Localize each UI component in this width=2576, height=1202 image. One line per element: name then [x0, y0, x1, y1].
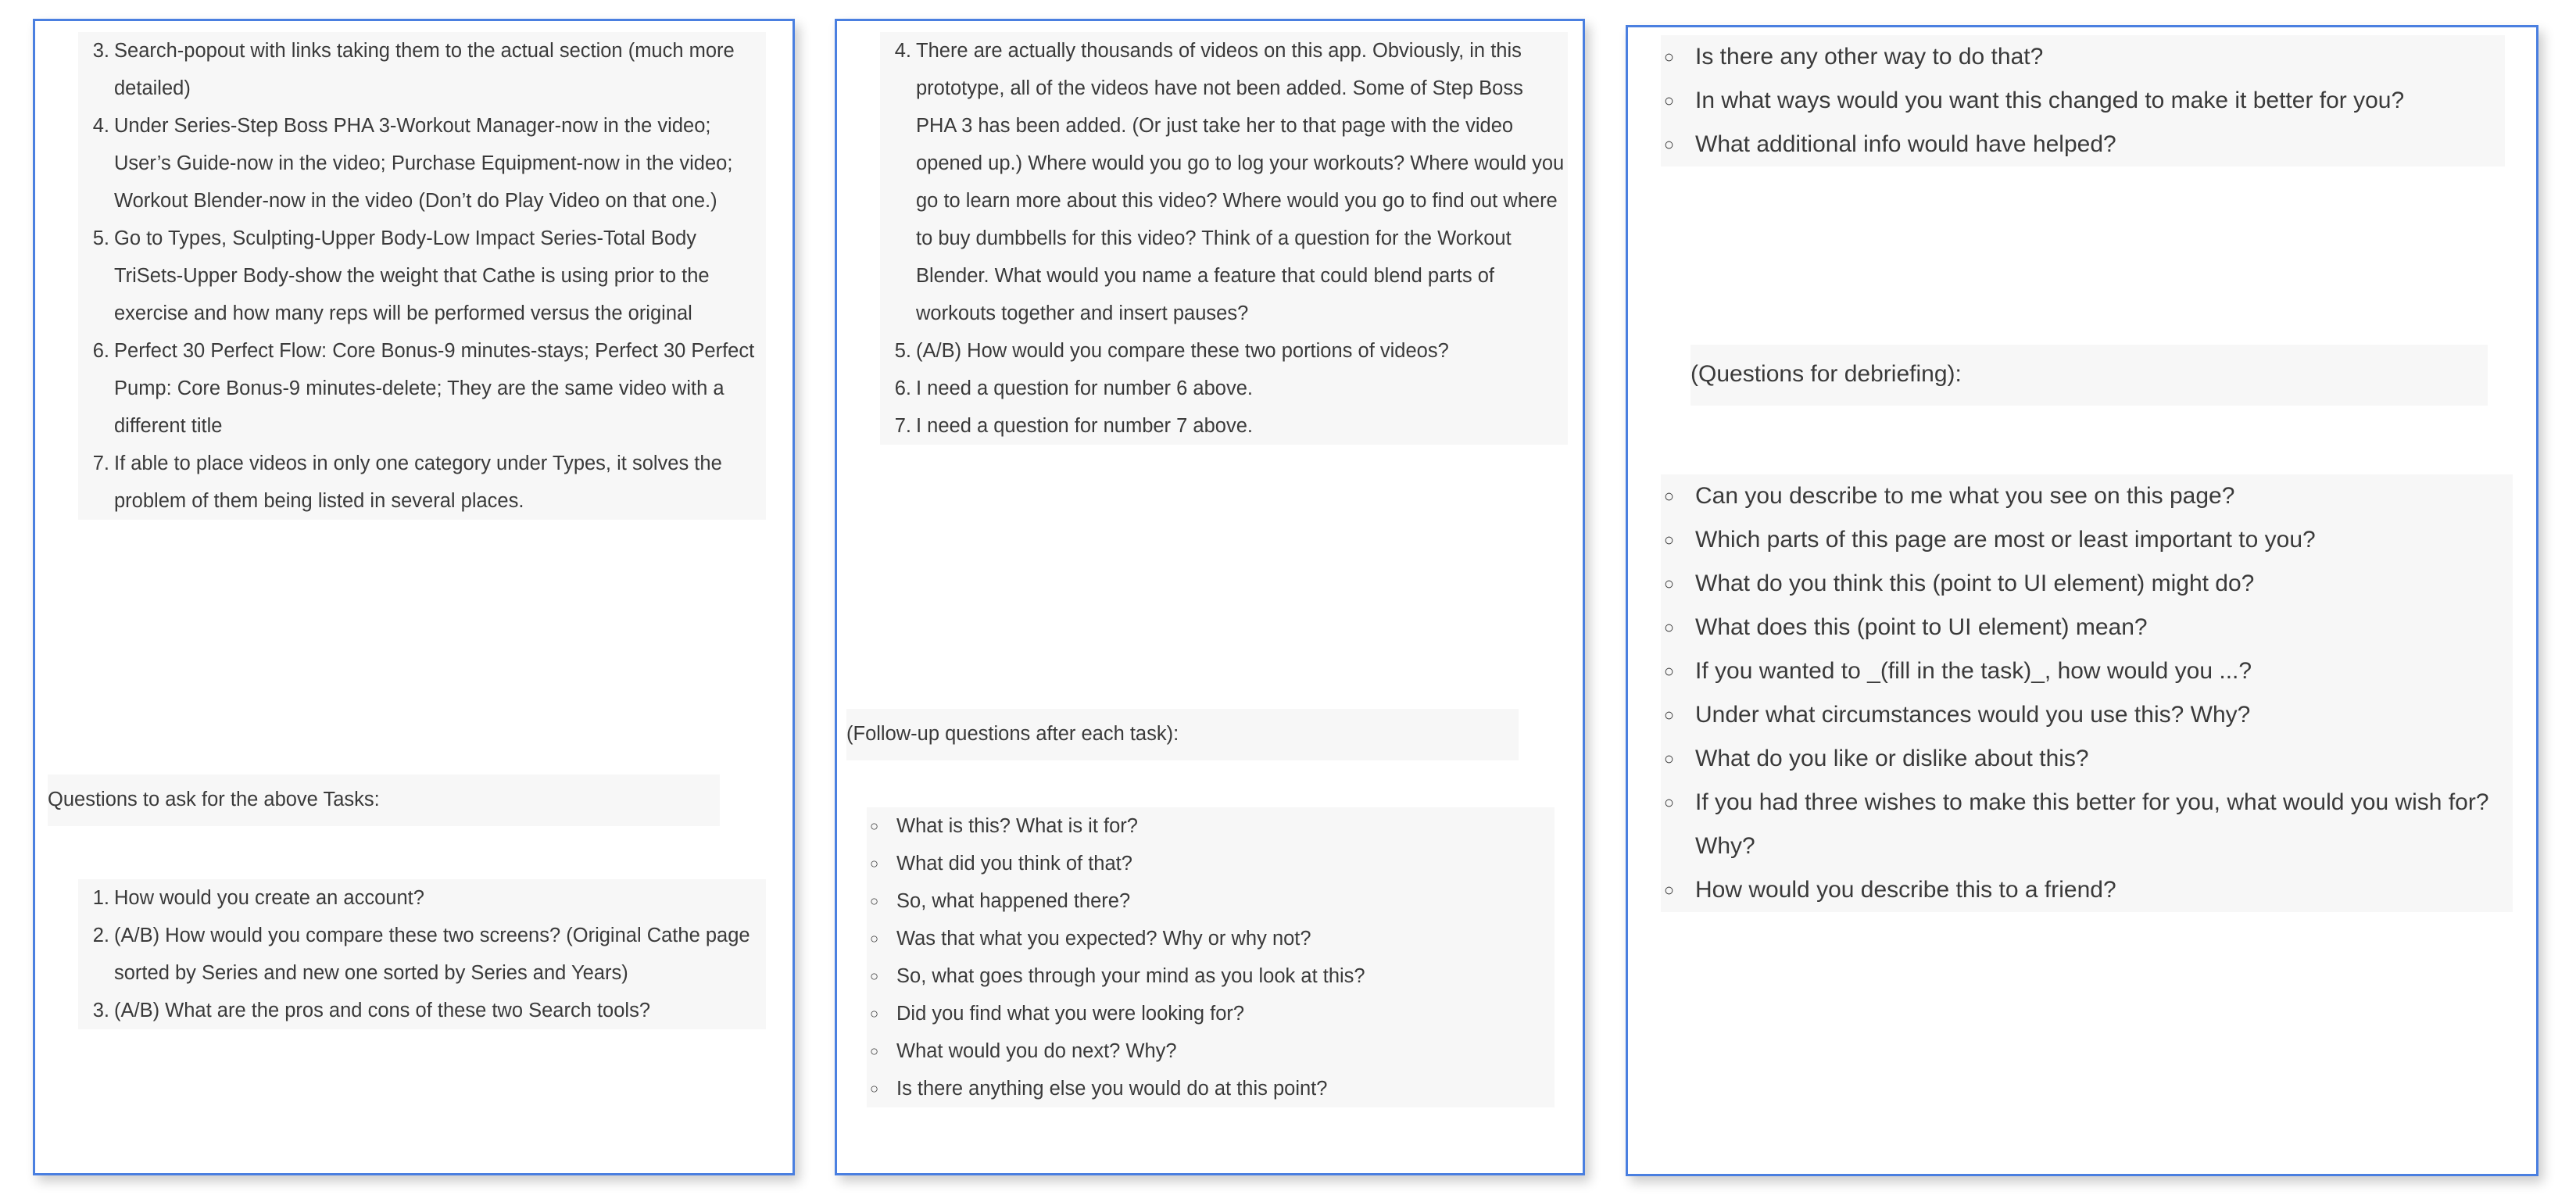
list-item-text: Which parts of this page are most or least important to you? — [1695, 527, 2316, 553]
panel-3-body — [1628, 27, 2536, 1174]
panel-3-debriefing-list — [1661, 474, 2513, 912]
panel-tasks-continued — [33, 19, 795, 1175]
list-item-text: In what ways would you want this changed to make it better for you? — [1695, 88, 2405, 113]
list-item — [78, 32, 766, 107]
panel-1-task-list — [78, 32, 766, 520]
list-item-text: Go to Types, Sculpting-Upper Body-Low Impact Series-Total Body TriSets-Upper Body-show the weight that Cathe is using prior to the exercise and how many reps will be performed versus the original — [114, 227, 710, 324]
list-marker: 3. — [92, 40, 109, 62]
list-marker: 2. — [92, 925, 109, 946]
circle-bullet-icon: ○ — [870, 968, 879, 984]
panel-3-followup-list — [1661, 35, 2505, 166]
list-item-text: What would you do next? Why? — [896, 1040, 1177, 1062]
circle-bullet-icon: ○ — [1664, 47, 1675, 66]
list-item-text: If able to place videos in only one category under Types, it solves the problem of them being listed in several places. — [114, 453, 722, 512]
list-item-text: Did you find what you were looking for? — [896, 1003, 1245, 1025]
list-item — [1661, 868, 2513, 912]
list-marker: 5. — [894, 340, 911, 362]
panel-debriefing-questions — [1626, 25, 2538, 1176]
panel-3-section-heading: (Questions for debriefing): — [1690, 345, 2488, 406]
circle-bullet-icon: ○ — [1664, 574, 1675, 593]
list-item-text: What does this (point to UI element) mean? — [1695, 614, 2148, 640]
list-item-text: So, what goes through your mind as you look at this? — [896, 965, 1365, 987]
list-item — [880, 407, 1568, 445]
list-item-text: Under what circumstances would you use this? Why? — [1695, 702, 2251, 728]
list-item — [1661, 606, 2513, 649]
list-item — [867, 920, 1555, 957]
circle-bullet-icon: ○ — [870, 1043, 879, 1059]
list-marker: 6. — [894, 377, 911, 399]
list-item-text: What is this? What is it for? — [896, 815, 1138, 837]
list-item-text: So, what happened there? — [896, 890, 1131, 912]
circle-bullet-icon: ○ — [1664, 661, 1675, 681]
list-item-text: How would you create an account? — [114, 887, 424, 909]
list-item — [1661, 781, 2513, 868]
circle-bullet-icon: ○ — [1664, 486, 1675, 506]
list-item-text: If you had three wishes to make this better for you, what would you wish for? Why? — [1695, 789, 2489, 859]
list-item — [78, 917, 766, 992]
list-item-text: What did you think of that? — [896, 853, 1132, 875]
panel-2-section-heading: (Follow-up questions after each task): — [846, 709, 1519, 760]
list-item — [867, 995, 1555, 1032]
list-item-text: Under Series-Step Boss PHA 3-Workout Manager-now in the video; User’s Guide-now in the video; Purchase Equipment-now in the video; Workout Blender-now in the video (Don’t do Play Video on that one.) — [114, 115, 733, 212]
list-marker: 5. — [92, 227, 109, 249]
list-item — [78, 879, 766, 917]
list-item — [1661, 123, 2505, 166]
list-item-text: (A/B) How would you compare these two screens? (Original Cathe page sorted by Series and new one sorted by Series and Years) — [114, 925, 750, 984]
list-marker: 7. — [92, 453, 109, 474]
list-item — [867, 845, 1555, 882]
list-item-text: Is there any other way to do that? — [1695, 44, 2044, 70]
circle-bullet-icon: ○ — [1664, 530, 1675, 549]
list-item-text: What do you think this (point to UI element) might do? — [1695, 571, 2255, 596]
list-item-text: There are actually thousands of videos on this app. Obviously, in this prototype, all of the videos have not been added. Some of Step Boss PHA 3 has been added. (Or just take her to that page with the video opened up.) Where would you go to log your workouts? Where would you go to learn more about this video? Where would you go to find out where to buy dumbbells for this video? Think of a question for the Workout Blender. What would you name a feature that could blend parts of workouts together and insert pauses? — [916, 40, 1565, 324]
list-item — [867, 807, 1555, 845]
circle-bullet-icon: ○ — [1664, 91, 1675, 110]
circle-bullet-icon: ○ — [1664, 749, 1675, 768]
panel-2-followup-list — [867, 807, 1555, 1107]
list-item — [78, 332, 766, 445]
list-item — [1661, 35, 2505, 79]
panel-1-section-heading: Questions to ask for the above Tasks: — [48, 775, 720, 826]
list-item-text: Perfect 30 Perfect Flow: Core Bonus-9 minutes-stays; Perfect 30 Perfect Pump: Core Bonus-9 minutes-delete; They are the same video with a different title — [114, 340, 755, 437]
circle-bullet-icon: ○ — [1664, 792, 1675, 812]
list-item-text: (A/B) What are the pros and cons of these two Search tools? — [114, 1000, 651, 1021]
list-item — [78, 220, 766, 332]
circle-bullet-icon: ○ — [1664, 134, 1675, 154]
list-item — [78, 107, 766, 220]
list-item — [1661, 562, 2513, 606]
circle-bullet-icon: ○ — [1664, 617, 1675, 637]
circle-bullet-icon: ○ — [870, 930, 879, 946]
panel-2-body — [837, 21, 1583, 1173]
list-item — [1661, 79, 2505, 123]
list-marker: 4. — [894, 40, 911, 62]
list-item-text: What additional info would have helped? — [1695, 131, 2116, 157]
panel-2-task-list — [880, 32, 1568, 445]
list-item-text: I need a question for number 7 above. — [916, 415, 1253, 437]
list-marker: 4. — [92, 115, 109, 137]
list-item — [78, 992, 766, 1029]
list-marker: 1. — [92, 887, 109, 909]
list-item — [880, 32, 1568, 332]
list-item-text: What do you like or dislike about this? — [1695, 746, 2089, 771]
list-item-text: (A/B) How would you compare these two portions of videos? — [916, 340, 1449, 362]
list-item — [1661, 474, 2513, 518]
list-item — [78, 445, 766, 520]
circle-bullet-icon: ○ — [1664, 705, 1675, 724]
list-item-text: I need a question for number 6 above. — [916, 377, 1253, 399]
list-marker: 7. — [894, 415, 911, 437]
list-marker: 3. — [92, 1000, 109, 1021]
circle-bullet-icon: ○ — [870, 855, 879, 871]
panel-tasks-and-followups — [835, 19, 1585, 1175]
list-marker: 6. — [92, 340, 109, 362]
list-item-text: Search-popout with links taking them to the actual section (much more detailed) — [114, 40, 735, 99]
panel-1-questions-list — [78, 879, 766, 1029]
list-item-text: If you wanted to _(fill in the task)_, how would you ...? — [1695, 658, 2252, 684]
list-item — [1661, 649, 2513, 693]
list-item — [880, 332, 1568, 370]
list-item-text: Is there anything else you would do at this point? — [896, 1078, 1328, 1100]
list-item — [1661, 737, 2513, 781]
circle-bullet-icon: ○ — [870, 893, 879, 909]
circle-bullet-icon: ○ — [870, 1005, 879, 1021]
list-item — [867, 957, 1555, 995]
list-item — [867, 1070, 1555, 1107]
list-item — [1661, 693, 2513, 737]
list-item — [867, 882, 1555, 920]
list-item-text: Was that what you expected? Why or why not? — [896, 928, 1311, 950]
panel-1-body — [35, 21, 792, 1173]
list-item — [867, 1032, 1555, 1070]
list-item-text: How would you describe this to a friend? — [1695, 877, 2116, 903]
circle-bullet-icon: ○ — [870, 1080, 879, 1096]
list-item — [1661, 518, 2513, 562]
circle-bullet-icon: ○ — [1664, 880, 1675, 900]
circle-bullet-icon: ○ — [870, 817, 879, 834]
list-item — [880, 370, 1568, 407]
list-item-text: Can you describe to me what you see on this page? — [1695, 483, 2235, 509]
